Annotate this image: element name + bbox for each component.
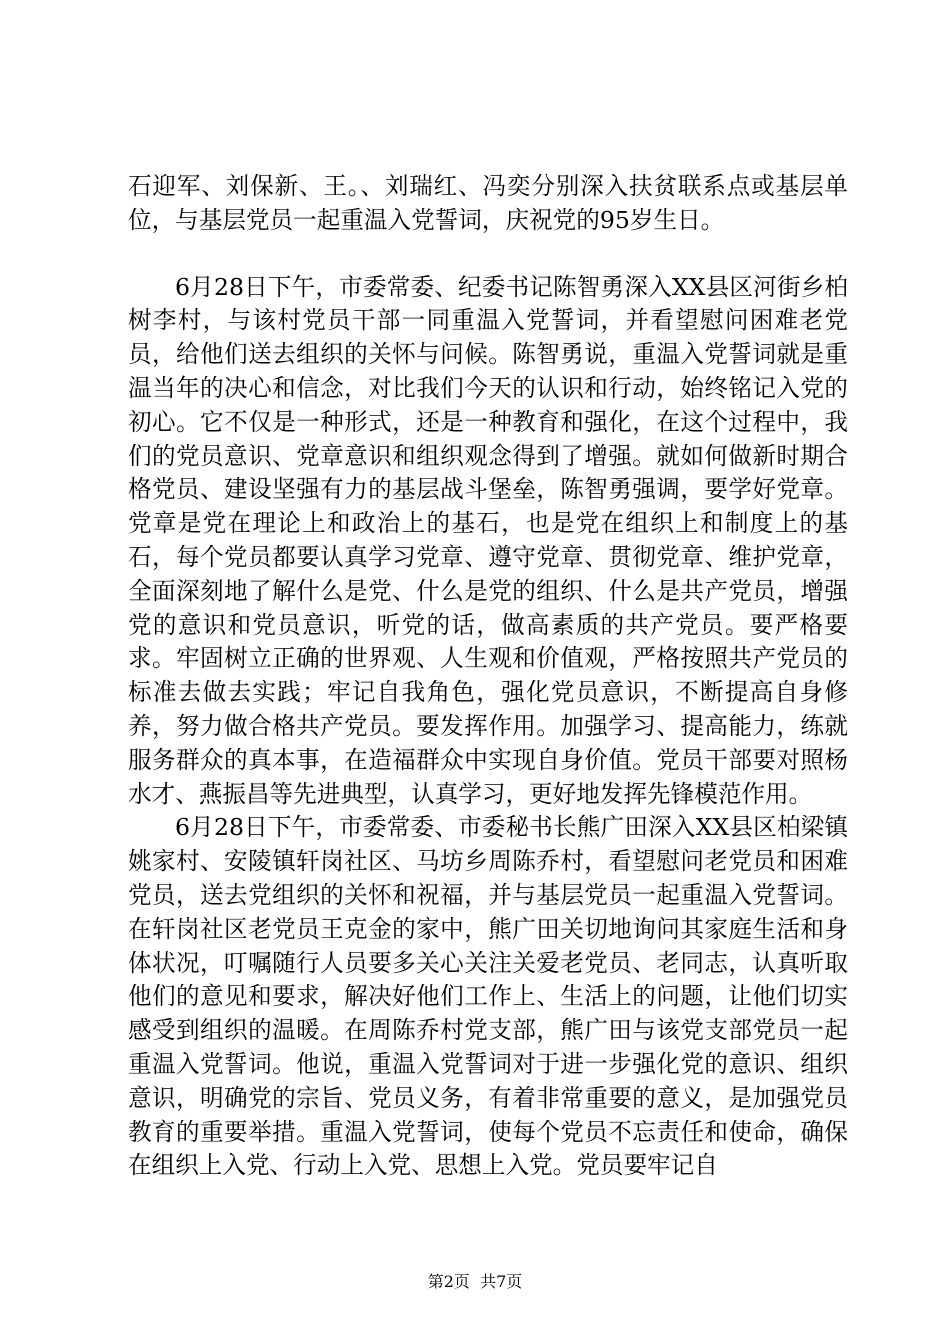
page-footer <box>0 1272 950 1292</box>
document-body <box>128 170 848 1183</box>
paragraph-1: 石迎军、刘保新、王。、刘瑞红、冯奕分别深入扶贫联系点或基层单位，与基层党员一起重温入党誓词，庆祝党的95岁生日。 <box>128 172 848 234</box>
paragraph-2: 6月28日下午，市委常委、纪委书记陈智勇深入XX县区河街乡柏树李村，与该村党员干部一同重温入党誓词，并看望慰问困难老党员，给他们送去组织的关怀与问候。陈智勇说，重温入党誓词就是重温当年的决心和信念，对比我们今天的认识和行动，始终铭记入党的初心。它不仅是一种形式，还是一种教育和强化，在这个过程中，我们的党员意识、党章意识和组织观念得到了增强。就如何做新时期合格党员、建设坚强有力的基层战斗堡垒，陈智勇强调，要学好党章。党章是党在理论上和政治上的基石，也是党在组织上和制度上的基石，每个党员都要认真学习党章、遵守党章、贯彻党章、维护党章，全面深刻地了解什么是党、什么是党的组织、什么是共产党员，增强党的意识和党员意识，听党的话，做高素质的共产党员。要严格要求。牢固树立正确的世界观、人生观和价值观，严格按照共产党员的标准去做去实践；牢记自我角色，强化党员意识，不断提高自身修养，努力做合格共产党员。要发挥作用。加强学习、提高能力，练就服务群众的真本事，在造福群众中实现自身价值。党员干部要对照杨水才、燕振昌等先进典型，认真学习，更好地发挥先锋模范作用。 <box>128 272 848 808</box>
page-number-label: 第2页 共7页 <box>427 1272 523 1291</box>
paragraph-3: 6月28日下午，市委常委、市委秘书长熊广田深入XX县区柏梁镇姚家村、安陵镇轩岗社区、马坊乡周陈乔村，看望慰问老党员和困难党员，送去党组织的关怀和祝福，并与基层党员一起重温入党誓词。在轩岗社区老党员王克金的家中，熊广田关切地询问其家庭生活和身体状况，叮嘱随行人员要多关心关注关爱老党员、老同志，认真听取他们的意见和要求，解决好他们工作上、生活上的问题，让他们切实感受到组织的温暖。在周陈乔村党支部，熊广田与该党支部党员一起重温入党誓词。他说，重温入党誓词对于进一步强化党的意识、组织意识，明确党的宗旨、党员义务，有着非常重要的意义，是加强党员教育的重要举措。重温入党誓词，使每个党员不忘责任和使命，确保在组织上入党、行动上入党、思想上入党。党员要牢记自 <box>128 813 848 1180</box>
